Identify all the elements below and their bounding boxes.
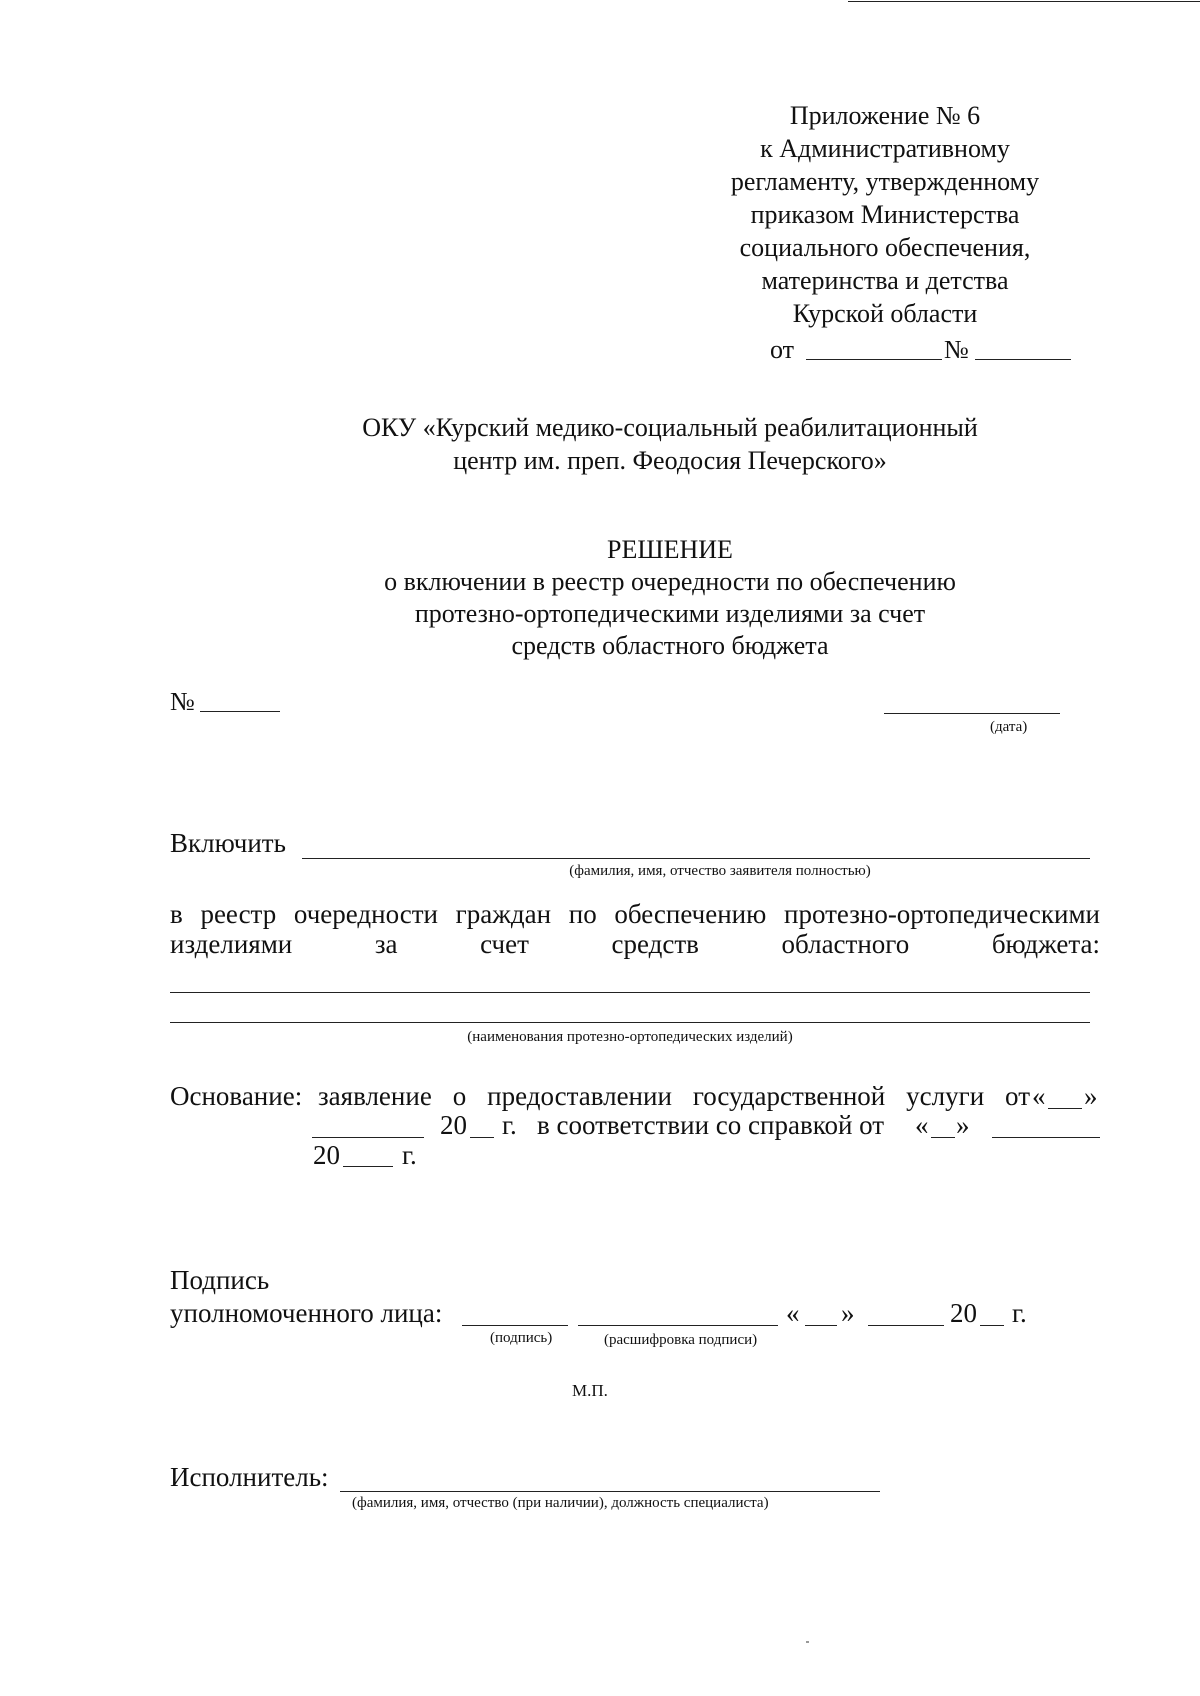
basis-quote-close-2: » xyxy=(956,1110,970,1140)
decode-caption: (расшифровка подписи) xyxy=(604,1332,758,1348)
basis-quote-open: « xyxy=(1032,1081,1046,1111)
products-line xyxy=(170,1022,1090,1023)
appendix-line: к Административному xyxy=(760,134,1010,163)
registry-word: реестр xyxy=(200,899,277,929)
appendix-line: регламенту, утвержденному xyxy=(730,167,1040,196)
decision-subtitle-line: о включении в реестр очередности по обеспечению xyxy=(384,567,956,596)
appendix-line: Курской области xyxy=(792,299,978,328)
basis-according: в соответствии со справкой от xyxy=(537,1110,885,1140)
include-label: Включить xyxy=(170,828,286,858)
registry-word: средств xyxy=(611,929,699,959)
basis-word: услуги xyxy=(906,1081,985,1111)
registry-line xyxy=(170,929,1100,960)
registry-word: граждан xyxy=(455,899,552,929)
applicant-name-line xyxy=(302,858,1090,859)
signature-day-line xyxy=(805,1325,837,1326)
basis-day-line-2 xyxy=(931,1137,955,1138)
scan-speck xyxy=(806,1641,809,1643)
organization-line: ОКУ «Курский медико-социальный реабилитационный xyxy=(362,413,978,442)
registry-word: в xyxy=(170,899,183,929)
applicant-name-caption: (фамилия, имя, отчество заявителя полностью) xyxy=(569,863,871,879)
basis-word: от xyxy=(1005,1081,1030,1111)
basis-month-line-2 xyxy=(992,1137,1100,1138)
appendix-number-label: № xyxy=(944,335,969,364)
signature-year-suffix: г. xyxy=(1012,1298,1027,1328)
registry-word: по xyxy=(568,899,597,929)
decision-number-label: № xyxy=(170,687,195,716)
signature-quote-open: « xyxy=(786,1298,800,1328)
signature-label: Подпись xyxy=(170,1265,270,1295)
basis-word: государственной xyxy=(692,1081,886,1111)
basis-century: 20 xyxy=(440,1110,467,1140)
basis-quote-open-2: « xyxy=(915,1110,929,1140)
signature-line xyxy=(462,1325,568,1326)
basis-month-line xyxy=(312,1137,424,1138)
signature-label-2: уполномоченного лица: xyxy=(170,1298,443,1328)
basis-label: Основание: xyxy=(170,1081,303,1111)
signature-month-line xyxy=(868,1325,944,1326)
executor-label: Исполнитель: xyxy=(170,1462,329,1492)
basis-year-suffix: г. xyxy=(502,1110,517,1140)
registry-line xyxy=(170,899,1100,930)
products-caption: (наименования протезно-ортопедических изделий) xyxy=(467,1029,793,1045)
basis-year-suffix-2: г. xyxy=(402,1140,417,1170)
decision-subtitle-line: протезно-ортопедическими изделиями за счет xyxy=(414,599,926,628)
stamp-place: М.П. xyxy=(572,1381,608,1400)
signature-quote-close: » xyxy=(841,1298,855,1328)
sign-caption: (подпись) xyxy=(490,1330,553,1346)
date-caption: (дата) xyxy=(990,719,1028,735)
appendix-line: материнства и детства xyxy=(761,266,1009,295)
registry-word: изделиями xyxy=(170,929,293,959)
appendix-line: Приложение № 6 xyxy=(789,101,981,130)
executor-caption: (фамилия, имя, отчество (при наличии), должность специалиста) xyxy=(352,1495,769,1511)
registry-word: обеспечению xyxy=(614,899,767,929)
registry-word: протезно-ортопедическими xyxy=(784,899,1100,929)
decision-title: РЕШЕНИЕ xyxy=(607,535,733,564)
decision-date-line xyxy=(884,713,1060,714)
decision-subtitle-line: средств областного бюджета xyxy=(511,631,829,660)
appendix-number-line xyxy=(975,359,1071,360)
registry-word: областного xyxy=(781,929,910,959)
basis-day-line xyxy=(1048,1108,1082,1109)
basis-year-line xyxy=(470,1137,494,1138)
basis-word: о xyxy=(452,1081,467,1111)
registry-word: счет xyxy=(480,929,529,959)
registry-word: очередности xyxy=(293,899,438,929)
organization-line: центр им. преп. Феодосия Печерского» xyxy=(453,446,887,475)
products-line xyxy=(170,992,1090,993)
appendix-date-line xyxy=(806,359,942,360)
basis-word: заявление xyxy=(318,1081,432,1111)
signature-year-line xyxy=(980,1325,1004,1326)
basis-line xyxy=(318,1081,1030,1112)
signature-century: 20 xyxy=(950,1298,977,1328)
basis-word: предоставлении xyxy=(487,1081,672,1111)
basis-century-2: 20 xyxy=(313,1140,340,1170)
basis-year-line-2 xyxy=(343,1166,393,1167)
appendix-from-label: от xyxy=(770,335,795,364)
executor-line xyxy=(340,1491,880,1492)
registry-word: бюджета: xyxy=(991,929,1100,959)
scan-edge-line xyxy=(848,1,1200,2)
basis-quote-close: » xyxy=(1084,1081,1098,1111)
signature-decode-line xyxy=(578,1325,778,1326)
appendix-line: приказом Министерства xyxy=(750,200,1020,229)
registry-word: за xyxy=(374,929,398,959)
decision-number-line xyxy=(200,711,280,712)
appendix-line: социального обеспечения, xyxy=(739,233,1031,262)
